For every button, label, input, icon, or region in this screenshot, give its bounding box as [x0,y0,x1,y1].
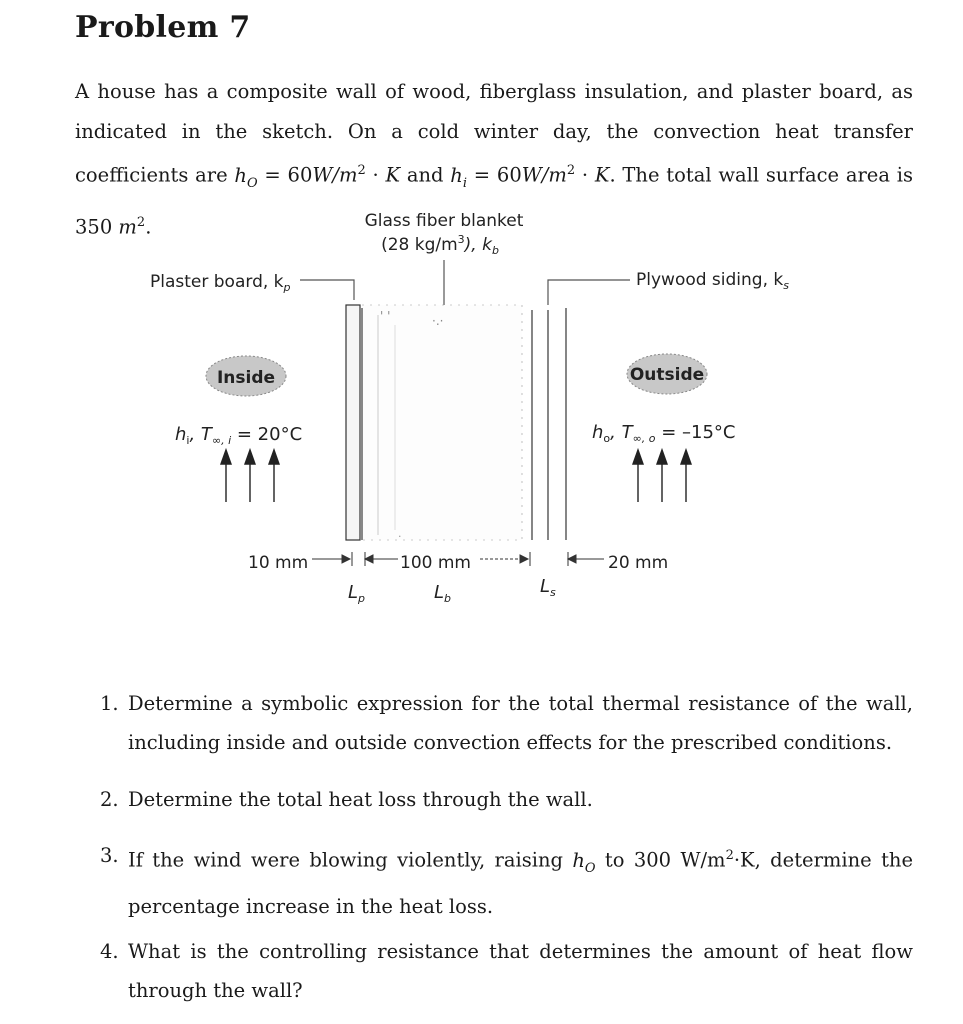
glass-fiber-density: (28 $kg/m^3$), $k_b$ [381,233,499,257]
svg-text:·: · [398,530,402,543]
inside-label: Inside [216,368,276,388]
plaster-board-layer [346,305,360,540]
label-Lb: $L_b$ [434,582,452,605]
inside-conditions: $h_i$, $T_{\infty, i} = 20^\circ C$ [175,424,303,447]
plywood-siding-label: Plywood siding, $k_s$ [636,270,789,292]
inside-badge [206,356,286,396]
problem-statement: A house has a composite wall of wood, fiberglass insulation, and plaster board, as indicated in the sketch. On a cold winter day, the convection heat transfer coefficients are $h_O = 60W/m^2 \cdot K$ and $h_i = 60W/m^2 \cdot K$. The total wall surface area is 350 $m^2$. [75,80,913,239]
outside-conditions: $h_o$, $T_{\infty, o} = -15^\circ C$ [592,422,736,445]
question-2: 2. Determine the total heat loss through the wall. [100,788,593,811]
wall-sketch [0,200,963,620]
wall-layers [346,305,568,543]
question-1: 1. Determine a symbolic expression for the total thermal resistance of the wall, including inside and outside convection effects for the prescribed conditions. [100,692,913,754]
glass-dimension: 100 mm [400,553,471,573]
outside-label: Outside [629,365,705,385]
outside-arrows [633,450,691,502]
inside-arrows [221,450,279,502]
svg-text:' ': ' ' [380,309,391,323]
label-Ls: $L_s$ [540,576,556,599]
svg-text:·.·: ·.· [432,314,444,328]
label-Lp: $L_p$ [348,582,366,605]
glass-fiber-layer [362,305,522,540]
question-4: 4. What is the controlling resistance that determines the amount of heat flow through the wall? [100,940,913,1002]
glass-fiber-label: Glass fiber blanket [364,211,524,231]
plywood-dimension: 20 mm [608,553,669,573]
plaster-board-label: Plaster board, $k_p$ [150,272,291,294]
plaster-leader-line [300,280,354,300]
problem-title: Problem 7 [75,10,251,45]
outside-badge [627,354,707,394]
plaster-dimension: 10 mm [248,553,309,573]
question-3: 3. If the wind were blowing violently, raising $h_O$ to 300 $W/m^2\cdot K$, determine the percentage increase in the heat loss. [100,844,914,919]
